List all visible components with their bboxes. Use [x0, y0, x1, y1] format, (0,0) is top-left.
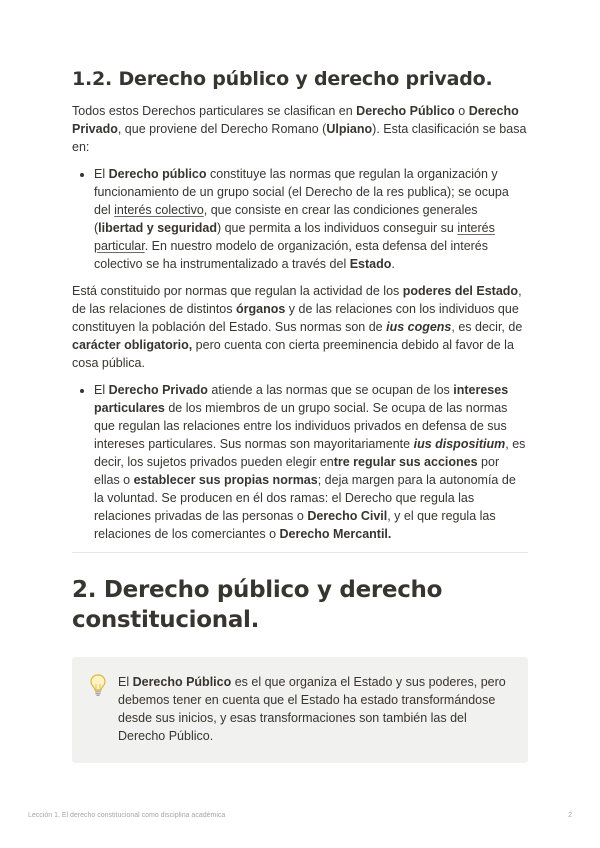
divider — [72, 552, 528, 553]
page-title: 2. Derecho público y derecho constitucional. — [72, 577, 443, 633]
list-item-derecho-privado: • El Derecho Privado atiende a las normas que se ocupan de los intereses particulares de los miembros de un grupo social. Se ocupa de las normas que regulan las relaciones entre los individuos privados en defensa de sus intereses particulares. Sus normas son mayoritariamente ius dispositium, es decir, los sujetos privados pueden elegir entre regular sus acciones por ellas o establecer sus propias normas; deja margen para la autonomía de la voluntad. Se producen en él dos ramas: el Derecho que regula las relaciones privadas de las personas o Derecho Civil, y el que regula las relaciones de los comerciantes o Derecho Mercantil. — [94, 381, 528, 543]
footer-lesson-title: Lección 1. El derecho constitucional como disciplina académica — [28, 812, 226, 819]
intro-paragraph: Todos estos Derechos particulares se clasifican en Derecho Público o Derecho Privado, que proviene del Derecho Romano (Ulpiano). Esta clasificación se basa en: — [72, 104, 527, 154]
page-footer — [28, 812, 572, 819]
body-paragraph: Está constituido por normas que regulan la actividad de los poderes del Estado, de las relaciones de distintos órganos y de las relaciones con los individuos que constituyen la población del Estado. Sus normas son de ius cogens, es decir, de carácter obligatorio, pero cuenta con cierta preeminencia debido al favor de la cosa pública. — [72, 284, 523, 370]
section-heading: 1.2. Derecho público y derecho privado. — [72, 68, 493, 90]
callout-text: El Derecho Público es el que organiza el Estado y sus poderes, pero debemos tener en cuenta que el Estado ha estado transformándose desde sus inicios, y esas transformaciones son también las del Derecho Público. — [118, 675, 506, 743]
bullet-list — [72, 381, 528, 543]
page-number: 2 — [568, 812, 572, 819]
callout-box — [72, 657, 528, 763]
lightbulb-icon — [88, 673, 110, 702]
page-content — [72, 66, 528, 763]
bullet-list — [72, 165, 528, 273]
list-item-derecho-publico: • El Derecho público constituye las normas que regulan la organización y funcionamiento de un grupo social (el Derecho de la res publica); se ocupa del interés colectivo, que consiste en crear las condiciones generales (libertad y seguridad) que permita a los individuos conseguir su interés particular. En nuestro modelo de organización, esta defensa del interés colectivo se ha instrumentalizado a través del Estado. — [94, 165, 528, 273]
